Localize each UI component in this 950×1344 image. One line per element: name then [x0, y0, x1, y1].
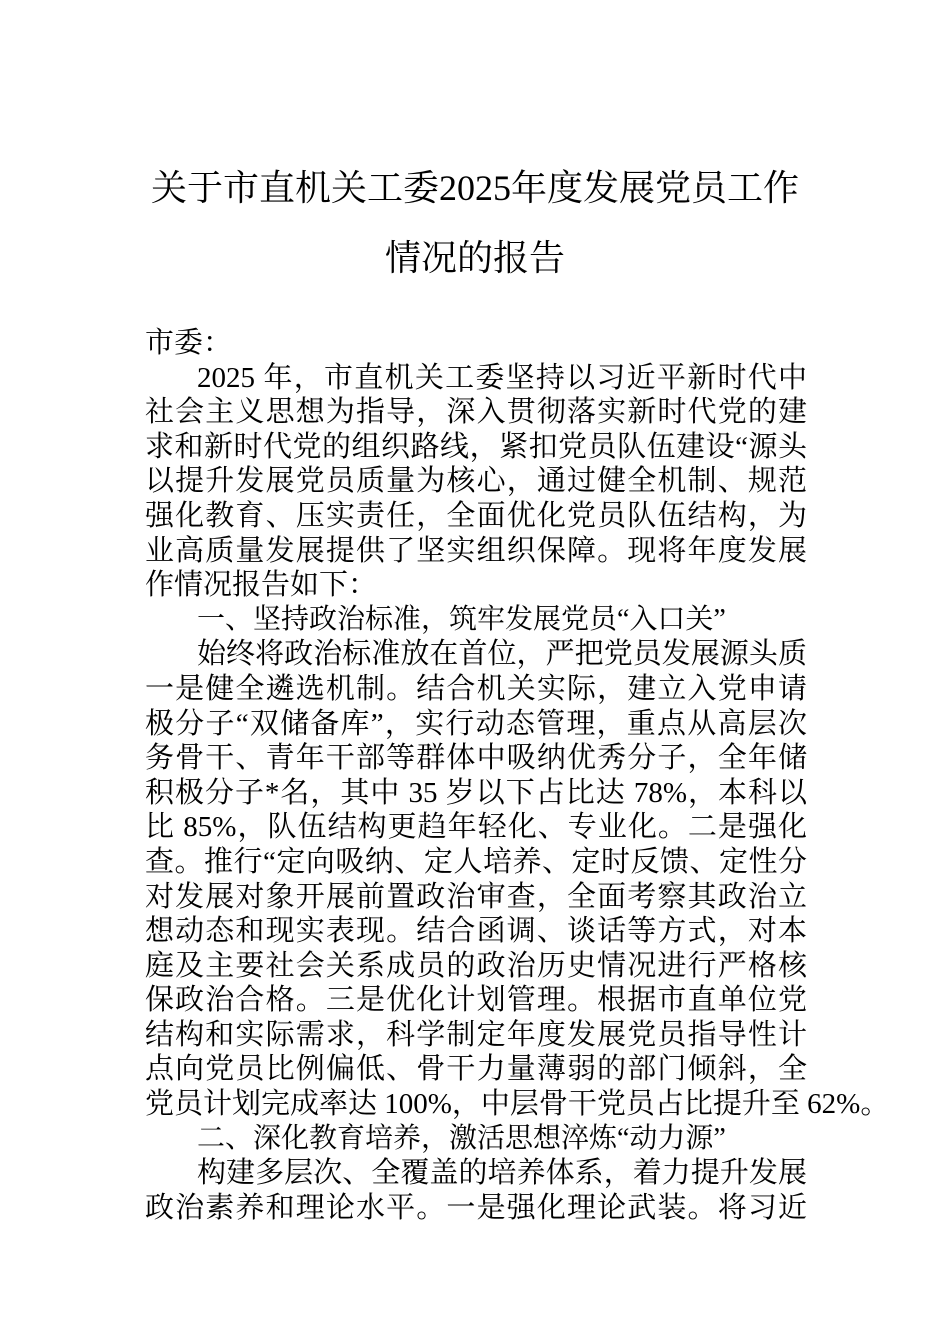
text-line: 结构和实际需求，科学制定年度发展党员指导性计 — [145, 1018, 807, 1051]
text-line: 党员计划完成率达 100%，中层骨干党员占比提升至 62%。 — [145, 1088, 890, 1121]
text-line: 强化教育、压实责任，全面优化党员队伍结构，为 — [145, 499, 807, 532]
text-line: 积极分子*名，其中 35 岁以下占比达 78%，本科以 — [145, 776, 807, 809]
text-line: 以提升发展党员质量为核心，通过健全机制、规范 — [145, 465, 807, 498]
text-line: 政治素养和理论水平。一是强化理论武装。将习近 — [145, 1191, 807, 1224]
text-line: 庭及主要社会关系成员的政治历史情况进行严格核 — [145, 949, 807, 982]
text-line: 社会主义思想为指导，深入贯彻落实新时代党的建 — [145, 396, 807, 429]
document-body — [145, 326, 890, 1225]
section-heading: 一、坚持政治标准，筑牢发展党员“入口关” — [197, 603, 726, 635]
text-line: 查。推行“定向吸纳、定人培养、定时反馈、定性分 — [145, 845, 807, 878]
text-line: 务骨干、青年干部等群体中吸纳优秀分子，全年储 — [145, 742, 807, 775]
text-line: 2025 年，市直机关工委坚持以习近平新时代中 — [197, 361, 807, 394]
text-line: 作情况报告如下： — [145, 569, 378, 602]
text-line: 对发展对象开展前置政治审查，全面考察其政治立 — [145, 880, 807, 913]
text-line: 构建多层次、全覆盖的培养体系，着力提升发展 — [197, 1157, 807, 1190]
text-line: 比 85%，队伍结构更趋年轻化、专业化。二是强化 — [145, 811, 807, 844]
text-line: 点向党员比例偏低、骨干力量薄弱的部门倾斜，全 — [145, 1053, 807, 1086]
salutation: 市委： — [145, 327, 233, 359]
document-title-line-1: 关于市直机关工委2025年度发展党员工作 — [150, 168, 799, 208]
text-line: 求和新时代党的组织路线，紧扣党员队伍建设“源头 — [145, 430, 807, 463]
text-line: 极分子“双储备库”，实行动态管理，重点从高层次 — [145, 707, 807, 740]
text-line: 始终将政治标准放在首位，严把党员发展源头质 — [197, 638, 807, 671]
text-line: 一是健全遴选机制。结合机关实际，建立入党申请 — [145, 672, 807, 705]
document-title-line-2: 情况的报告 — [384, 238, 565, 278]
text-line: 想动态和现实表现。结合函调、谈话等方式，对本 — [145, 915, 807, 948]
section-heading: 二、深化教育培养，激活思想淬炼“动力源” — [197, 1122, 726, 1154]
text-line: 业高质量发展提供了坚实组织保障。现将年度发展 — [145, 534, 807, 567]
text-line: 保政治合格。三是优化计划管理。根据市直单位党 — [145, 984, 807, 1017]
